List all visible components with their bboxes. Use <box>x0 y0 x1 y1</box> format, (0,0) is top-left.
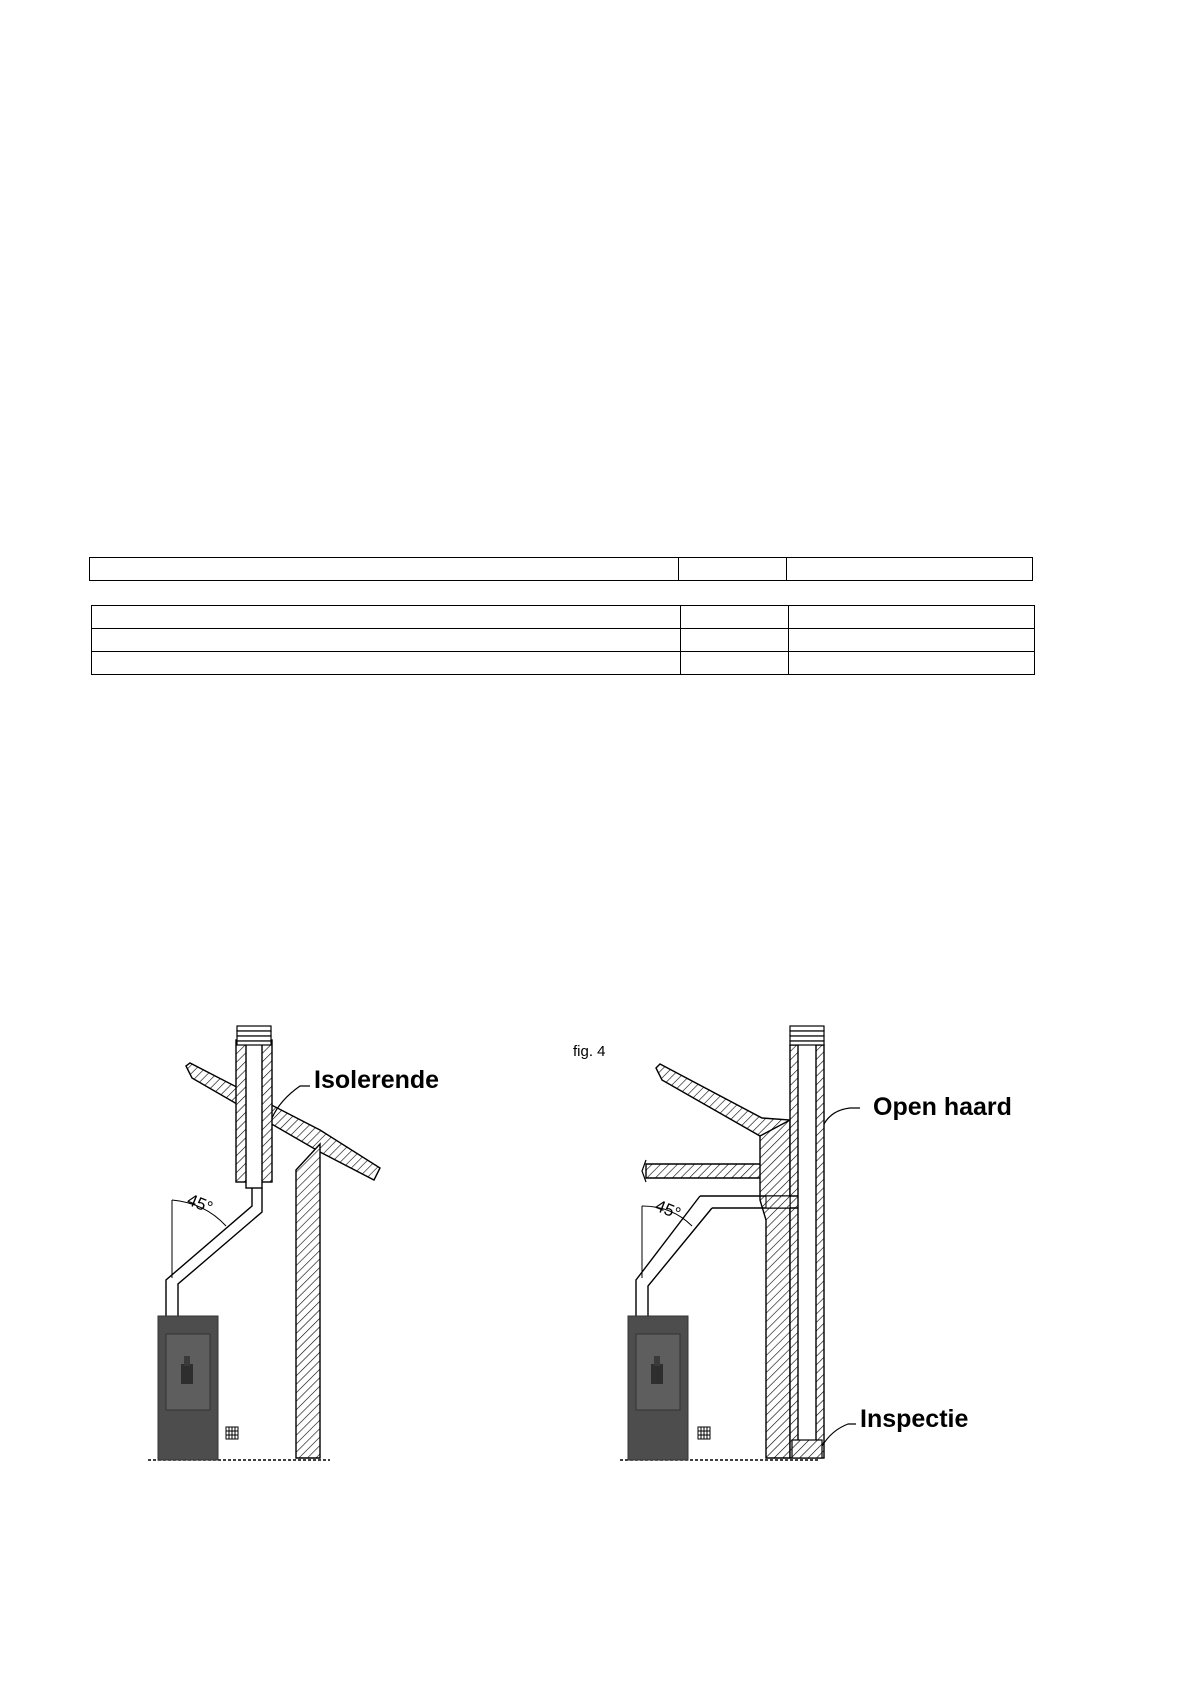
right-figure <box>620 1026 860 1460</box>
callout-open-haard: Open haard <box>873 1093 1012 1121</box>
flue-pipe <box>798 1040 816 1444</box>
chimney-breast <box>760 1120 790 1458</box>
chimney-cap-left <box>237 1026 271 1045</box>
air-grille-right <box>698 1427 710 1439</box>
wall <box>296 1144 320 1458</box>
ceiling <box>646 1164 770 1178</box>
flue-pipe <box>246 1034 262 1188</box>
callout-inspectie: Inspectie <box>860 1405 969 1433</box>
inspection-hatch <box>792 1440 822 1458</box>
angled-pipe <box>166 1188 262 1316</box>
callout-isolerende: Isolerende <box>314 1066 440 1094</box>
air-grille-left <box>226 1427 238 1439</box>
angle-label-left: 45° <box>184 1190 216 1218</box>
figure-label: fig. 4 <box>573 1043 606 1060</box>
chimney-cap-right <box>790 1026 824 1045</box>
angle-label-right: 45° <box>652 1196 684 1224</box>
roof <box>656 1064 790 1136</box>
